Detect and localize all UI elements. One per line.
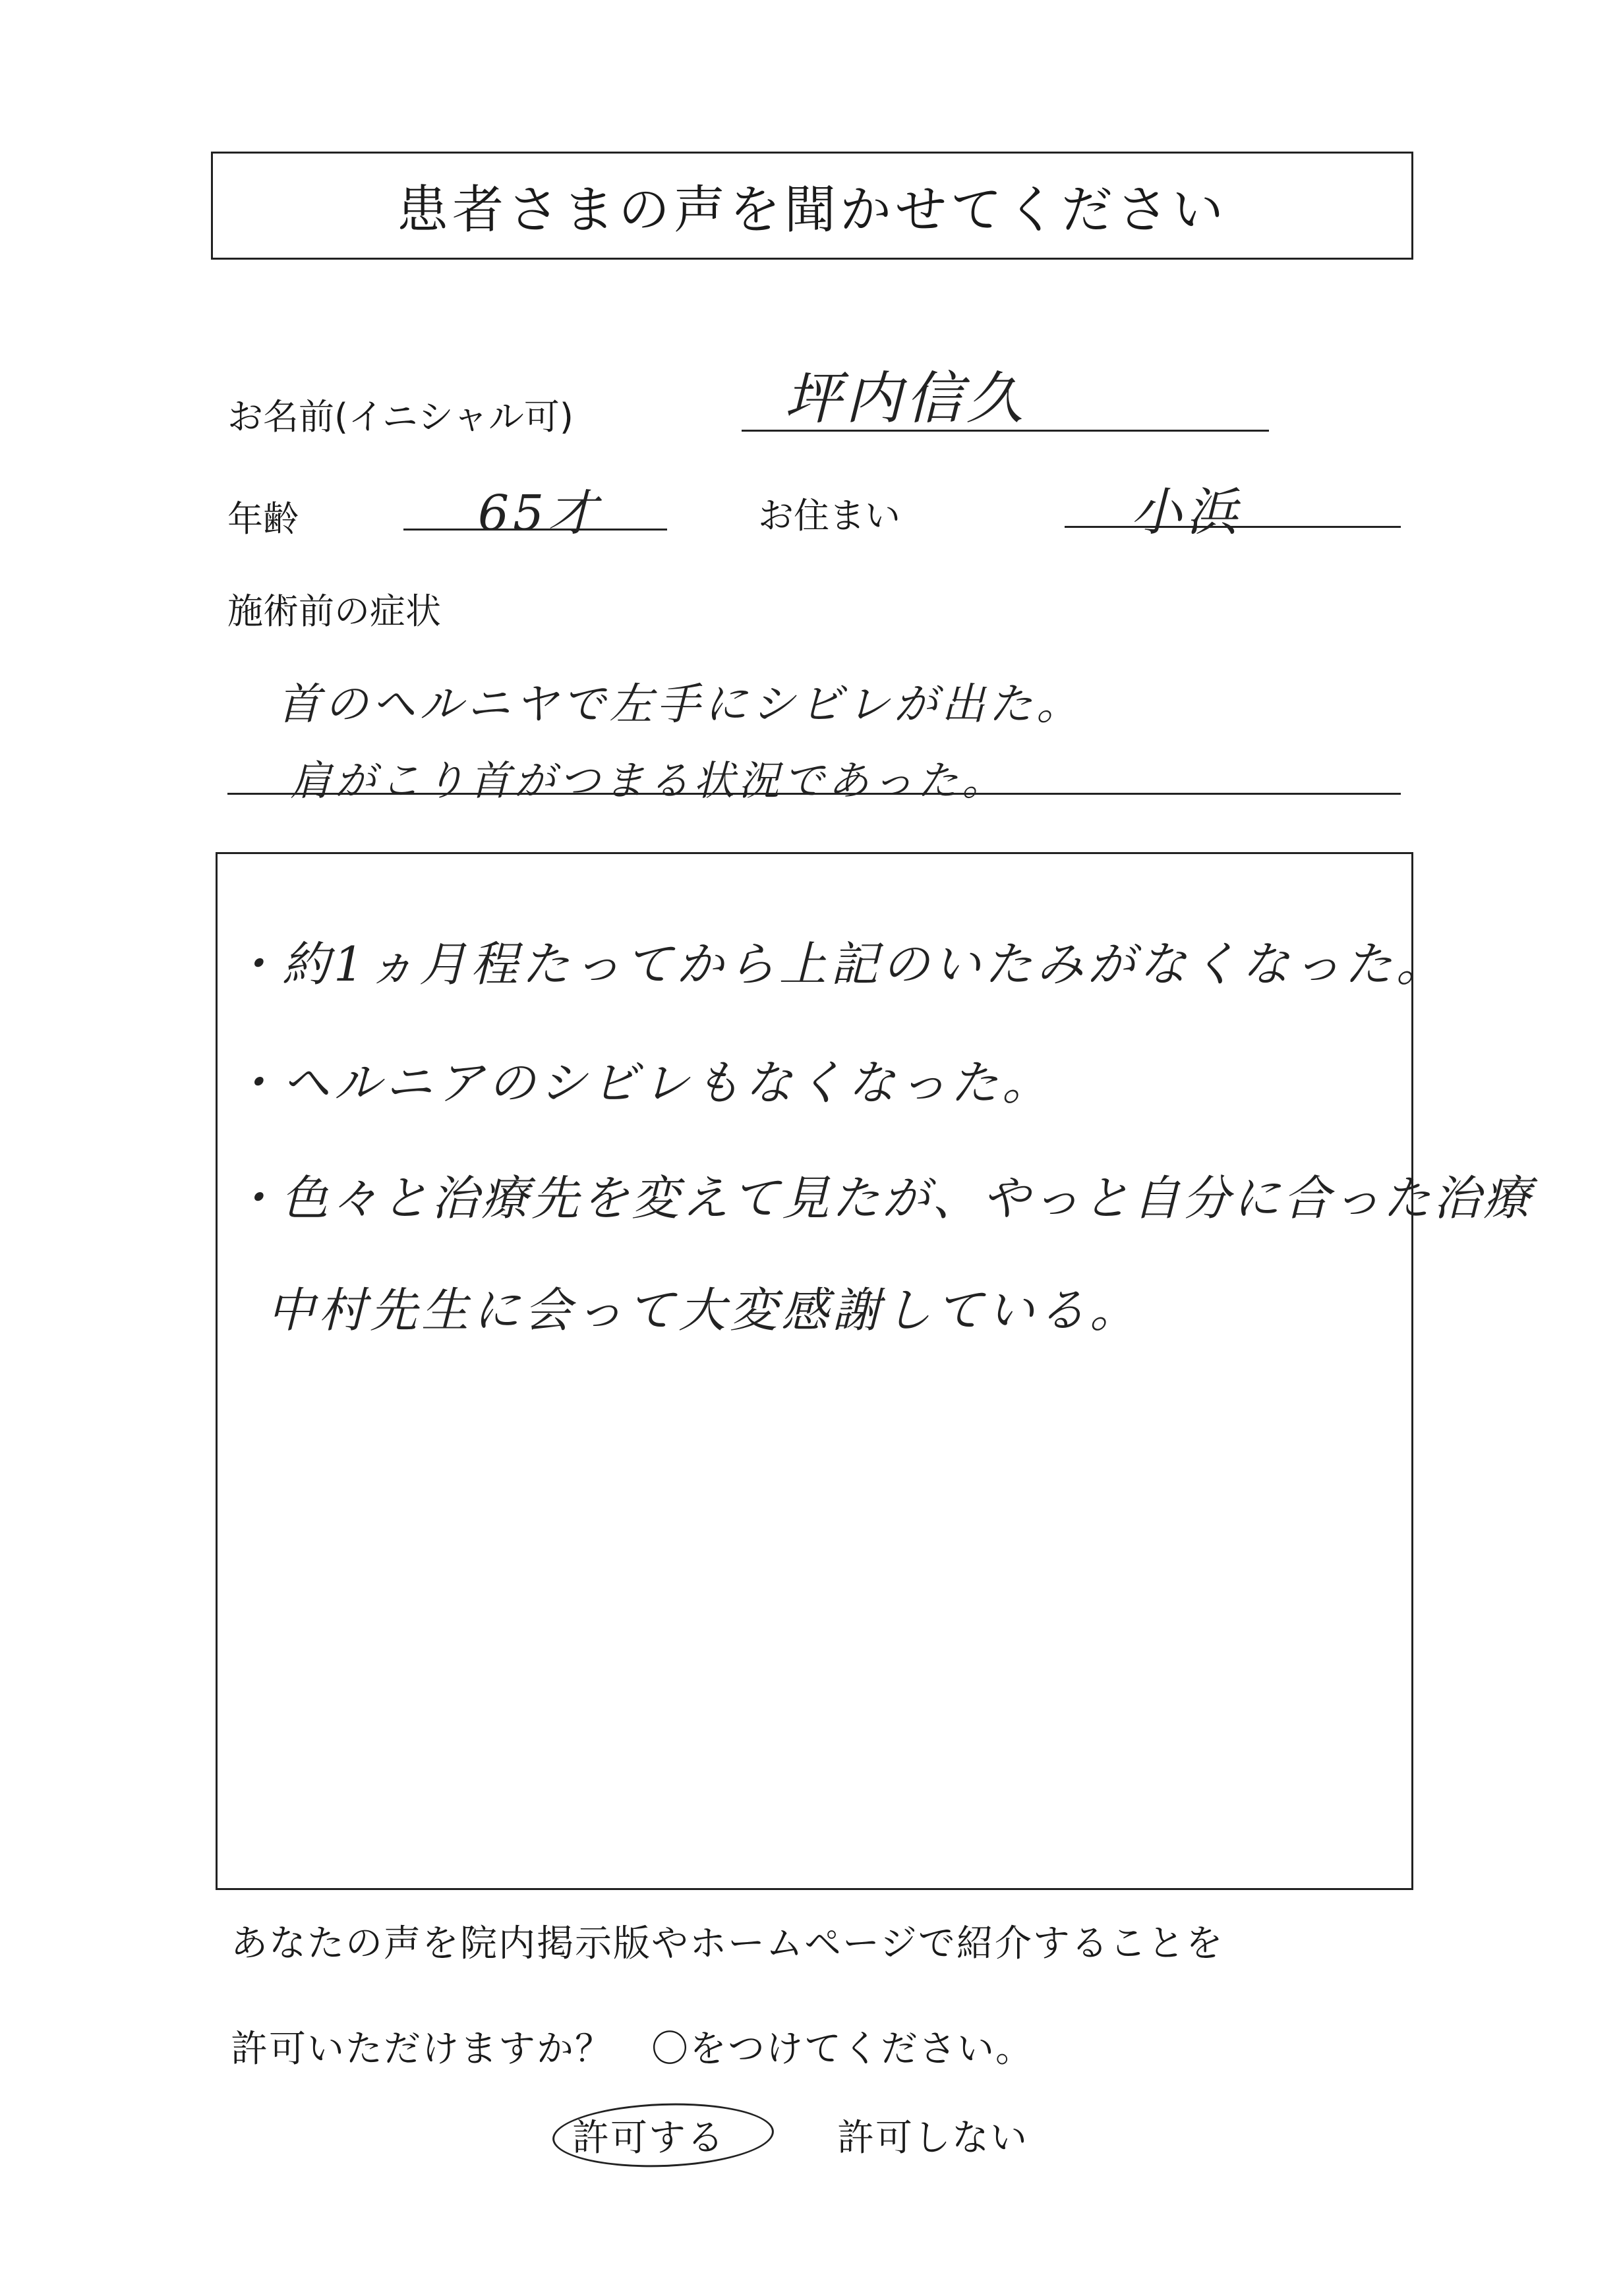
- symptoms-label: 施術前の症状: [227, 590, 441, 632]
- residence-label: お住まい: [758, 495, 900, 536]
- age-label: 年齢: [227, 498, 299, 540]
- option-allow[interactable]: 許可する: [572, 2117, 725, 2160]
- age-value: 65才: [478, 485, 601, 542]
- name-underline: [742, 430, 1269, 432]
- form-title: 患者さまの声を聞かせてください: [396, 181, 1227, 240]
- name-label: お名前(イニシャル可): [227, 396, 574, 438]
- symptoms-line-1: 首のヘルニヤで左手にシビレが出た。: [277, 679, 1084, 730]
- option-deny[interactable]: 許可しない: [837, 2117, 1028, 2160]
- name-value: 坪内信久: [784, 366, 1027, 432]
- comment-box: [216, 852, 1413, 1890]
- residence-underline: [1065, 526, 1401, 528]
- comment-line-2: ・ヘルニアのシビレもなくなった。: [231, 1055, 1054, 1110]
- comment-line-4: 中村先生に会って大変感謝している。: [267, 1282, 1142, 1338]
- symptoms-underline: [227, 793, 1401, 795]
- age-underline: [403, 529, 667, 531]
- consent-question-line-1: あなたの声を院内掲示版やホームページで紹介することを: [231, 1922, 1224, 1965]
- symptoms-line-2: 肩がこり首がつまる状況であった。: [290, 757, 1007, 805]
- comment-line-3: ・色々と治療先を変えて見たが、やっと自分に合った治療: [231, 1170, 1534, 1226]
- form-title-box: [211, 152, 1413, 260]
- residence-value: 小浜: [1131, 483, 1242, 542]
- consent-question-line-2: 許可いただけますか？ 〇をつけてください。: [231, 2028, 1034, 2071]
- comment-line-1: ・約1ヵ月程たってから上記のいたみがなくなった。: [231, 936, 1448, 992]
